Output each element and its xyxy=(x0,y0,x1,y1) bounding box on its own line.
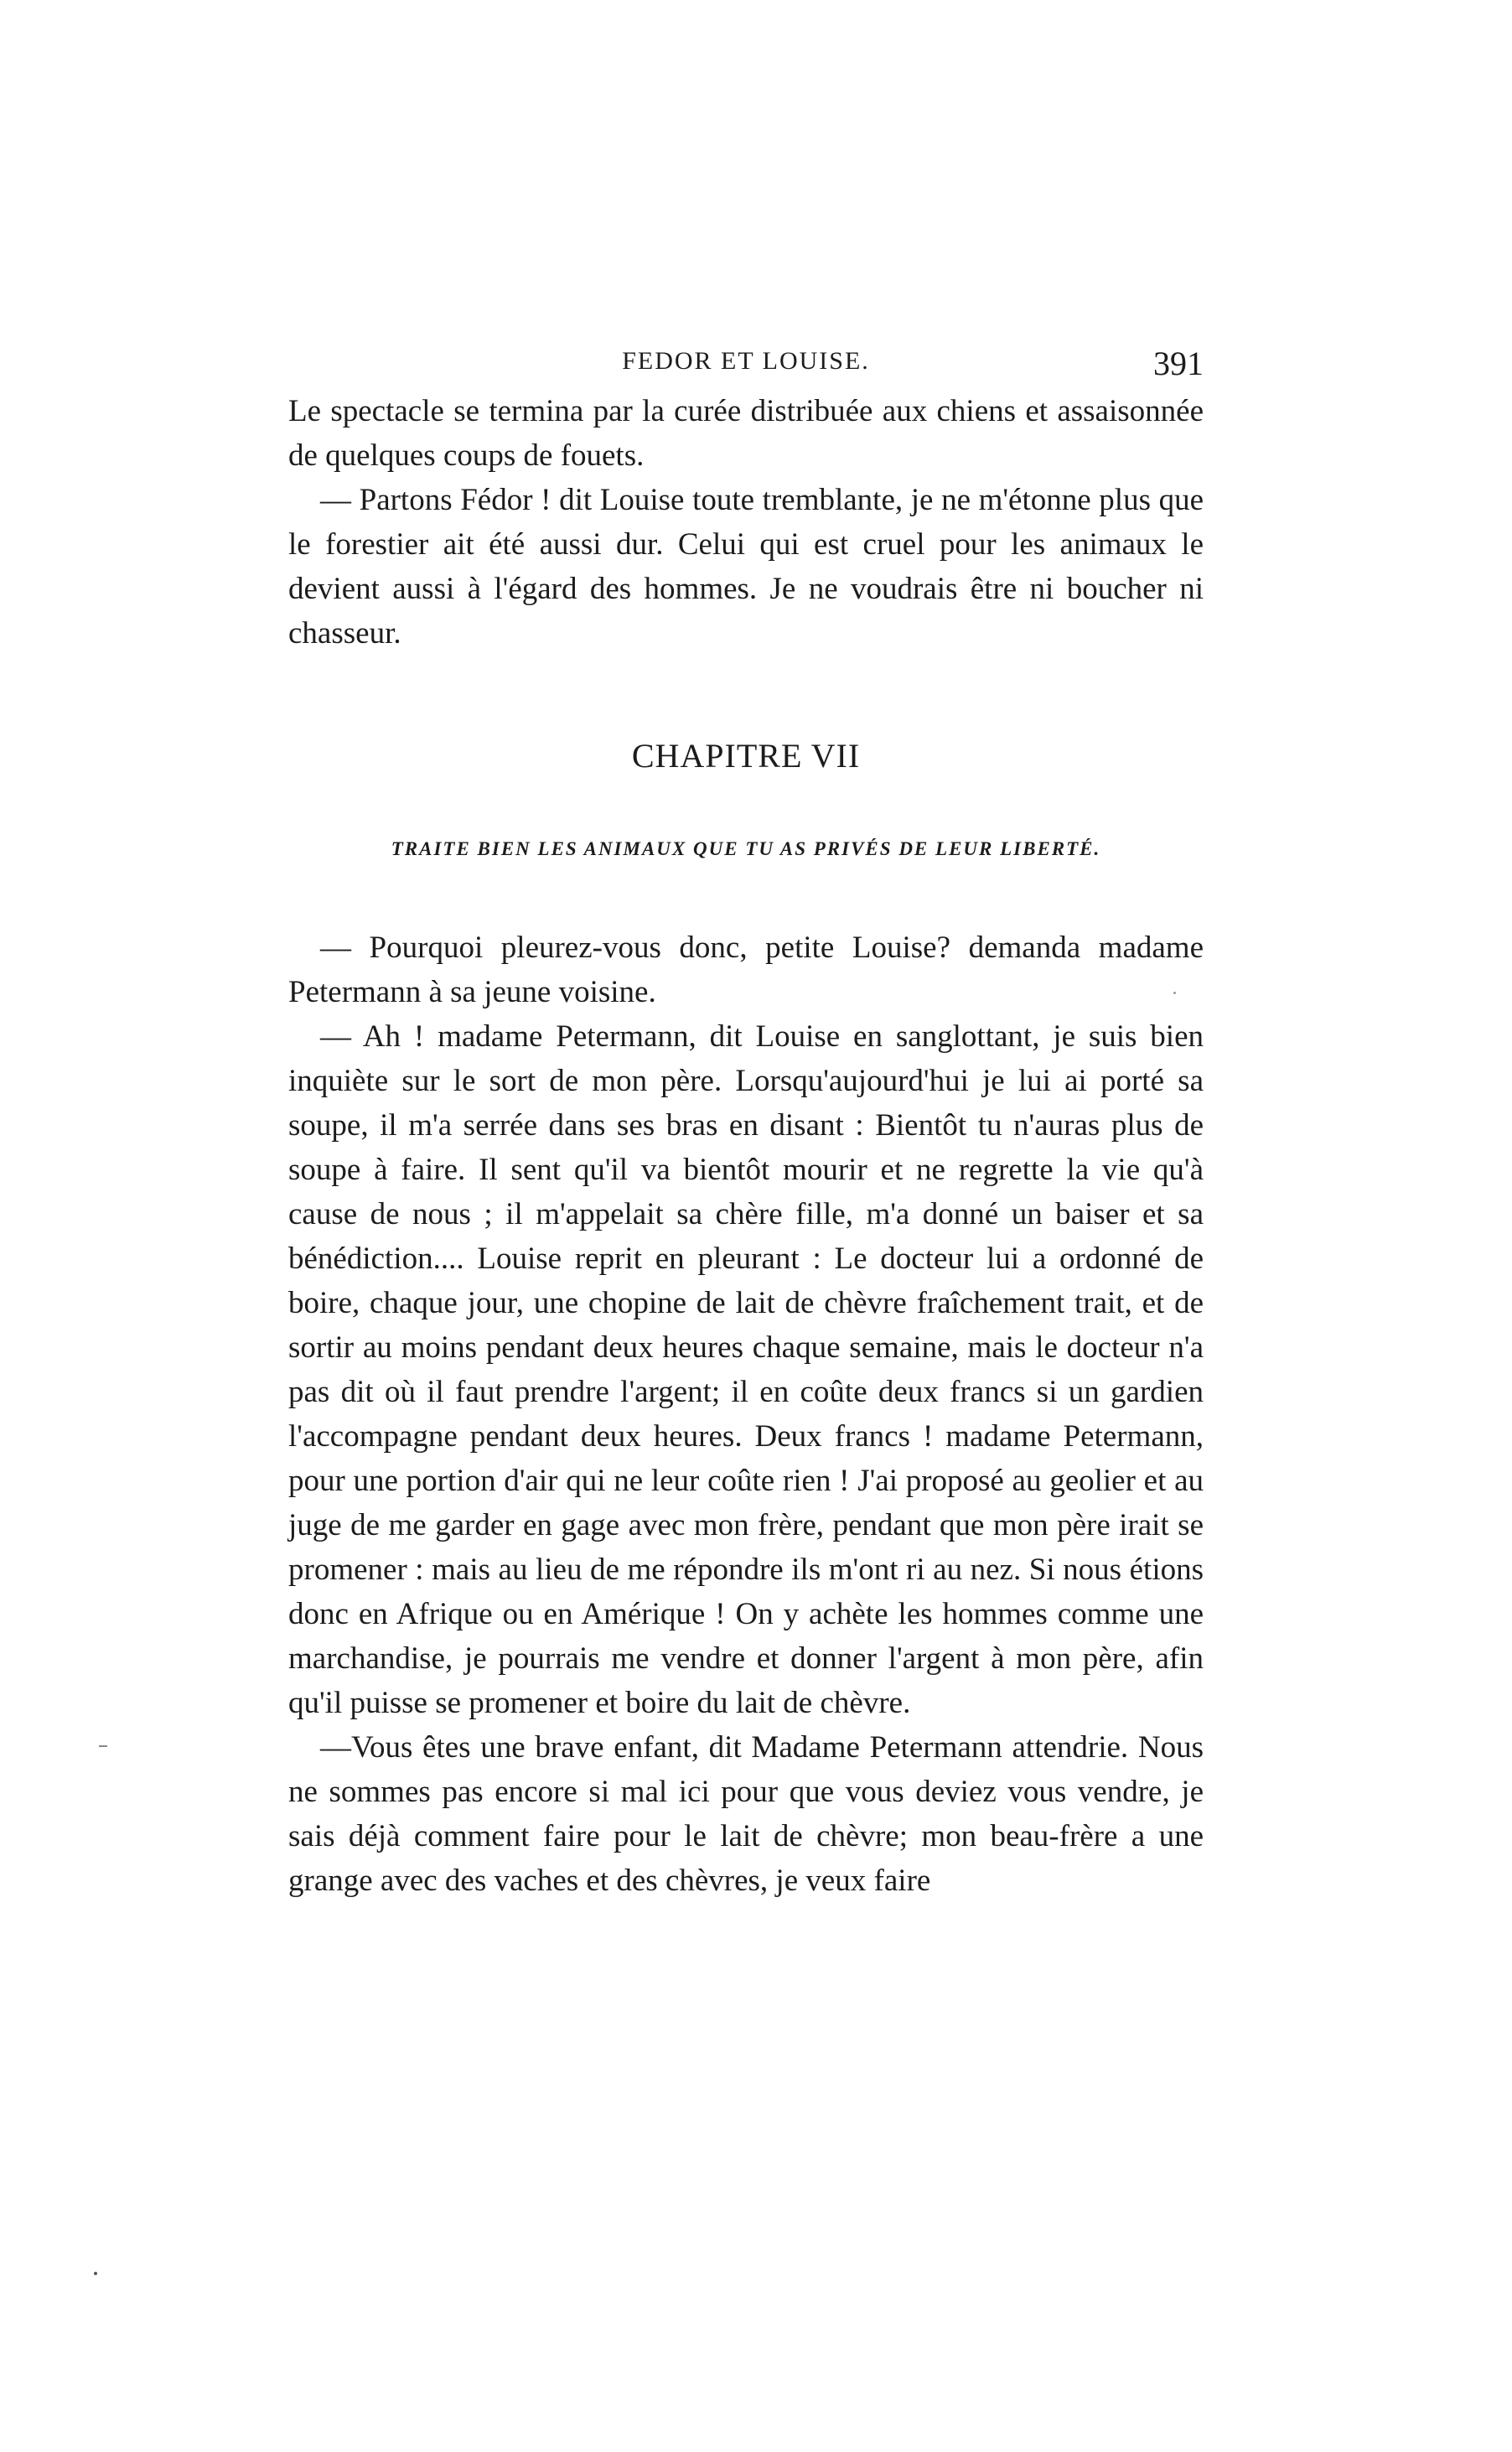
paragraph: Le spectacle se termina par la curée distribuée aux chiens et assaisonnée de quelques coups de fouets. xyxy=(288,394,1204,473)
top-text-block xyxy=(288,389,1204,656)
paragraph: — Pourquoi pleurez-vous donc, petite Louise? demanda madame Petermann à sa jeune voisine. xyxy=(288,931,1204,1009)
paragraph: — Ah ! madame Petermann, dit Louise en sanglottant, je suis bien inquiète sur le sort de mon père. Lorsqu'aujourd'hui je lui ai porté sa soupe, il m'a serrée dans ses bras en disant : Bientôt tu n'auras plus de soupe à faire. Il sent qu'il va bientôt mourir et ne regrette la vie qu'à cause de nous ; il m'appelait sa chère fille, m'a donné un baiser et sa bénédiction.... Louise reprit en pleurant : Le docteur lui a ordonné de boire, chaque jour, une chopine de lait de chèvre fraîchement trait, et de sortir au moins pendant deux heures chaque semaine, mais le docteur n'a pas dit où il faut prendre l'argent; il en coûte deux francs si un gardien l'accompagne pendant deux heures. Deux francs ! madame Petermann, pour une portion d'air qui ne leur coûte rien ! J'ai proposé au geolier et au juge de me garder en gage avec mon frère, pendant que mon père irait se promener : mais au lieu de me répondre ils m'ont ri au nez. Si nous étions donc en Afrique ou en Amérique ! On y achète les hommes comme une marchandise, je pourrais me vendre et donner l'argent à mon père, afin qu'il puisse se promener et boire du lait de chèvre. xyxy=(288,1019,1204,1720)
chapter-text-block xyxy=(288,925,1204,1903)
page-number: 391 xyxy=(1153,345,1204,382)
running-title: FEDOR ET LOUISE. xyxy=(622,347,870,375)
paper-speck xyxy=(99,1745,107,1747)
chapter-subtitle: TRAITE BIEN LES ANIMAUX QUE TU AS PRIVÉS DE LEUR LIBERTÉ. xyxy=(391,838,1101,859)
paragraph: —Vous êtes une brave enfant, dit Madame Petermann attendrie. Nous ne sommes pas encore si mal ici pour que vous deviez vous vendre, je sais déjà comment faire pour le lait de chèvre; mon beau-frère a une grange avec des vaches et des chèvres, je veux faire xyxy=(288,1730,1204,1898)
paper-speck xyxy=(1173,992,1176,994)
chapter-heading: CHAPITRE VII xyxy=(631,737,861,775)
paper-speck xyxy=(94,2272,97,2275)
paragraph: — Partons Fédor ! dit Louise toute tremblante, je ne m'étonne plus que le forestier ait été aussi dur. Celui qui est cruel pour les animaux le devient aussi à l'égard des hommes. Je ne voudrais être ni boucher ni chasseur. xyxy=(288,483,1204,651)
running-header xyxy=(288,344,1204,386)
